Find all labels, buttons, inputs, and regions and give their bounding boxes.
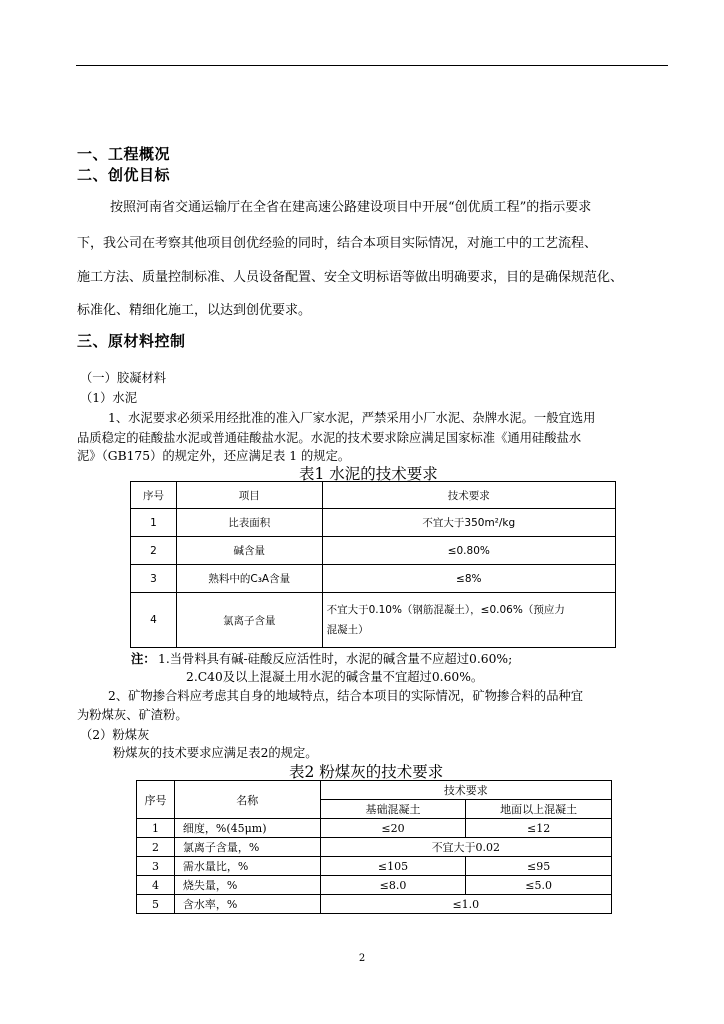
cell-item: 碱含量: [176, 537, 322, 565]
subheading-cement: （1）水泥: [80, 391, 138, 405]
cell-no: 1: [131, 509, 177, 537]
table-row: [137, 857, 612, 876]
cement-para-line-2: 品质稳定的硅酸盐水泥或普通硅酸盐水泥。水泥的技术要求除应满足国家标准《通用硅酸盐水: [77, 431, 582, 445]
notes-label: 注：: [131, 651, 156, 666]
mineral-para-line-2: 为粉煤灰、矿渣粉。: [77, 708, 188, 722]
heading-quality-goals: 二、创优目标: [77, 166, 171, 184]
cell-above: ≤95: [466, 857, 612, 876]
flyash-para: 粉煤灰的技术要求应满足表2的规定。: [113, 746, 318, 760]
cell-base: ≤8.0: [320, 876, 466, 895]
cell-item: 熟料中的C₃A含量: [176, 565, 322, 593]
table-row: [131, 509, 616, 537]
table-row: [137, 819, 612, 838]
cell-base: ≤20: [320, 819, 466, 838]
cell-no: 2: [131, 537, 177, 565]
cell-name: 氯离子含量，%: [174, 838, 320, 857]
cell-above: ≤5.0: [466, 876, 612, 895]
table-row: [137, 838, 612, 857]
cell-no: 5: [137, 895, 175, 914]
intro-line-1: 按照河南省交通运输厅在全省在建高速公路建设项目中开展“创优质工程”的指示要求: [110, 200, 592, 215]
intro-line-2: 下，我公司在考察其他项目创优经验的同时，结合本项目实际情况，对施工中的工艺流程、: [77, 236, 598, 251]
cell-name: 烧失量，%: [174, 876, 320, 895]
table-row: [131, 593, 616, 648]
cell-no: 3: [137, 857, 175, 876]
cell-name: 需水量比，%: [174, 857, 320, 876]
cell-name: 细度，%(45μm): [174, 819, 320, 838]
header-cell-item: 项目: [176, 482, 322, 509]
cell-item: 氯离子含量: [176, 593, 322, 648]
table-row: [137, 876, 612, 895]
cell-item: 比表面积: [176, 509, 322, 537]
header-cell-no: 序号: [131, 482, 177, 509]
cell-merged-requirement: ≤1.0: [320, 895, 611, 914]
cell-requirement: 不宜大于350m²/kg: [322, 509, 615, 537]
cell-no: 4: [137, 876, 175, 895]
heading-project-overview: 一、工程概况: [77, 145, 171, 163]
note-1: 1.当骨料具有碱-硅酸反应活性时，水泥的碱含量不应超过0.60%;: [158, 652, 513, 666]
page-number: 2: [358, 953, 366, 964]
cell-merged-requirement: 不宜大于0.02: [320, 838, 611, 857]
cell-no: 1: [137, 819, 175, 838]
cell-no: 3: [131, 565, 177, 593]
cell-above: ≤12: [466, 819, 612, 838]
cell-no: 4: [131, 593, 177, 648]
cell-requirement: ≤0.80%: [322, 537, 615, 565]
header-cell-base-concrete: 基础混凝土: [320, 800, 466, 819]
cell-name: 含水率，%: [174, 895, 320, 914]
header-cell-requirement: 技术要求: [322, 482, 615, 509]
cell-base: ≤105: [320, 857, 466, 876]
cell-requirement: ≤8%: [322, 565, 615, 593]
table1-caption: 表1 水泥的技术要求: [299, 465, 438, 483]
header-cell-above-ground-concrete: 地面以上混凝土: [466, 800, 612, 819]
subheading-flyash: （2）粉煤灰: [80, 728, 150, 742]
table-cement-requirements: [130, 481, 616, 648]
table-header-row: [137, 781, 612, 800]
intro-line-3: 施工方法、质量控制标准、人员设备配置、安全文明标语等做出明确要求，目的是确保规范化、: [77, 270, 624, 285]
table-row: [131, 565, 616, 593]
intro-line-4: 标准化、精细化施工，以达到创优要求。: [77, 303, 312, 318]
cell-requirement-line-1: 不宜大于0.10%（钢筋混凝土），≤0.06%（预应力: [326, 604, 565, 616]
note-2: 2.C40及以上混凝土用水泥的碱含量不宜超过0.60%。: [186, 670, 484, 684]
cell-requirement-line-2: 混凝土）: [326, 624, 369, 636]
table-flyash-requirements: [136, 780, 612, 914]
table2-caption: 表2 粉煤灰的技术要求: [289, 763, 444, 781]
mineral-para-line-1: 2、矿物掺合料应考虑其自身的地域特点，结合本项目的实际情况，矿物掺合料的品种宜: [108, 689, 584, 703]
header-cell-requirement: 技术要求: [320, 781, 611, 800]
header-cell-name: 名称: [174, 781, 320, 819]
cell-no: 2: [137, 838, 175, 857]
heading-raw-material-control: 三、原材料控制: [77, 332, 186, 350]
subheading-cementitious: （一）胶凝材料: [80, 371, 167, 385]
cell-requirement: [322, 593, 615, 648]
header-rule: [76, 65, 668, 66]
table-row: [131, 537, 616, 565]
cement-para-line-1: 1、水泥要求必须采用经批准的准入厂家水泥，严禁采用小厂水泥、杂牌水泥。一般宜选用: [108, 411, 596, 425]
table-row: [137, 895, 612, 914]
header-cell-no: 序号: [137, 781, 175, 819]
table-header-row: [131, 482, 616, 509]
cement-para-line-3: 泥》（GB175）的规定外，还应满足表 1 的规定。: [77, 449, 351, 463]
